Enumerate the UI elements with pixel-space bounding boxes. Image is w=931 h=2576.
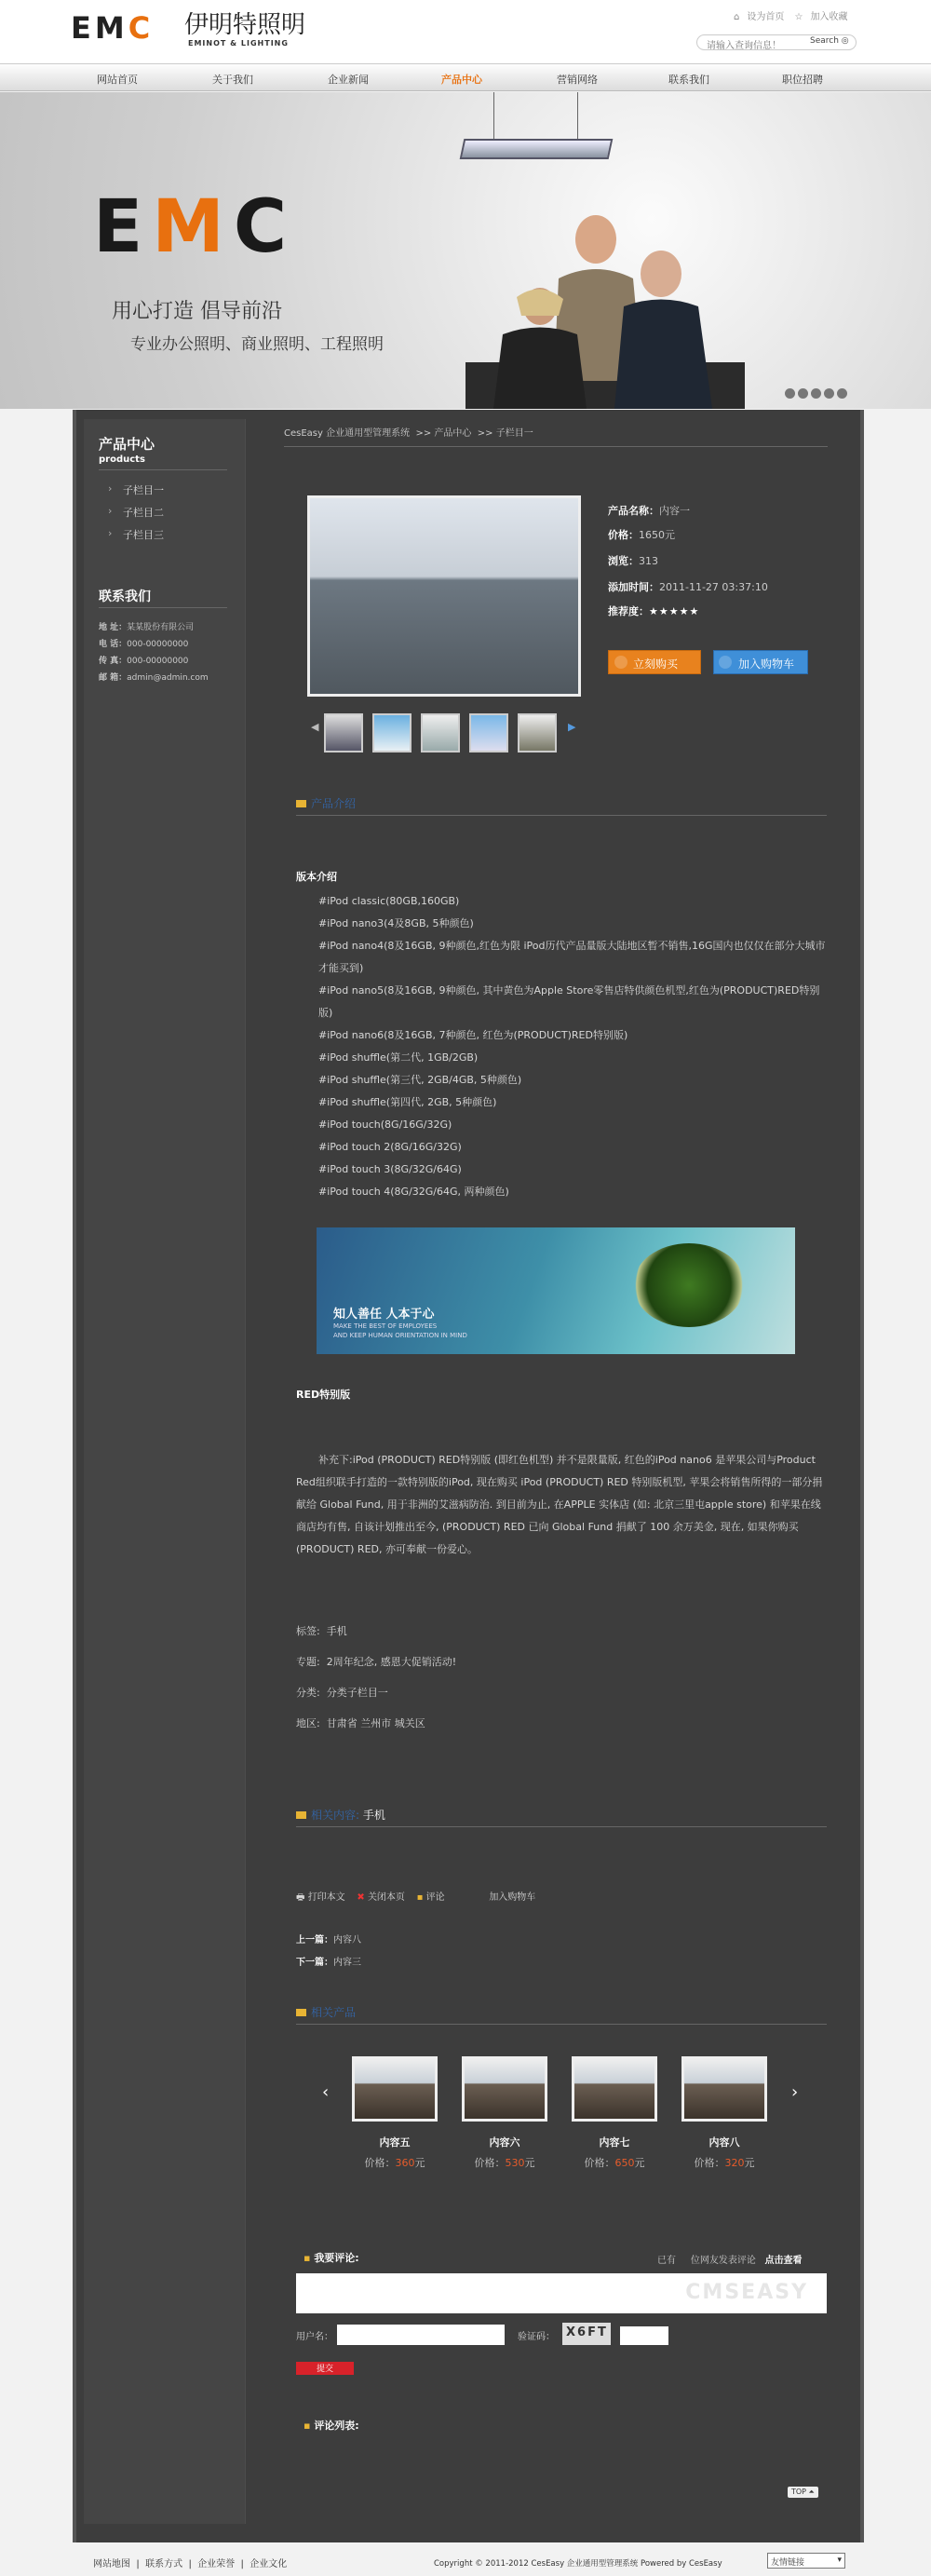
content-line: #iPod touch 2(8G/16G/32G) xyxy=(318,1141,462,1153)
carousel-prev-icon[interactable]: ‹ xyxy=(322,2082,330,2102)
username-label: 用户名： xyxy=(296,2332,333,2342)
action-bar xyxy=(296,1887,827,1909)
slide-dot[interactable] xyxy=(837,388,847,399)
comment-link[interactable]: 评论 xyxy=(425,1892,445,1903)
related-product-image[interactable] xyxy=(681,2056,767,2122)
section-icon xyxy=(296,2009,306,2016)
breadcrumb-home[interactable]: CesEasy 企业通用型管理系统 xyxy=(284,428,411,439)
product-date: 添加时间：2011-11-27 03:37:10 xyxy=(608,581,768,593)
sidebar-item-2[interactable]: › 子栏目二 xyxy=(123,505,164,520)
content-line: #iPod shuffle(第四代, 2GB, 5种颜色) xyxy=(318,1096,497,1108)
product-thumb[interactable] xyxy=(518,713,557,752)
product-thumb[interactable] xyxy=(372,713,412,752)
username-input[interactable] xyxy=(337,2325,505,2345)
sidebar-subtitle: products xyxy=(99,454,145,465)
contact-title: 联系我们 xyxy=(99,590,151,604)
divider xyxy=(99,607,227,608)
comment-form-title: ▪ 我要评论: xyxy=(304,2252,359,2264)
comment-count: 已有 位网友发表评论 点击查看 xyxy=(657,2256,803,2266)
copyright: Copyright © 2011-2012 CesEasy 企业通用型管理系统 Powered by CesEasy xyxy=(434,2559,722,2569)
related-product-image[interactable] xyxy=(572,2056,657,2122)
product-rating: 推荐度：★★★★★ xyxy=(608,605,700,617)
content-line: #iPod classic(80GB,160GB) xyxy=(318,895,460,907)
nav-marketing[interactable]: 营销网络 xyxy=(557,74,598,86)
content-line: #iPod shuffle(第二代, 1GB/2GB) xyxy=(318,1051,479,1064)
content-line: #iPod shuffle(第三代, 2GB/4GB, 5种颜色) xyxy=(318,1074,522,1086)
nav-products[interactable]: 产品中心 xyxy=(441,74,482,86)
section-icon xyxy=(296,1811,306,1819)
cart-icon xyxy=(719,656,732,669)
captcha-input[interactable] xyxy=(620,2326,668,2345)
footer-link[interactable]: 企业文化 xyxy=(250,2559,288,2569)
section-icon xyxy=(296,800,306,807)
next-article: 下一篇：内容三 xyxy=(296,1958,361,1968)
banner xyxy=(0,92,931,409)
breadcrumb-products[interactable]: >> 产品中心 xyxy=(415,428,472,439)
footer xyxy=(0,2548,931,2576)
related-product-price: 价格：530元 xyxy=(474,2157,535,2169)
slide-dots[interactable] xyxy=(785,388,850,401)
contact-address: 地 址：某某股份有限公司 xyxy=(99,623,195,632)
contact-phone: 电 话：000-00000000 xyxy=(99,640,189,649)
star-rating-icon: ★★★★★ xyxy=(649,605,700,617)
content-list xyxy=(296,890,827,1203)
content-heading: RED特别版 xyxy=(296,1389,351,1401)
nav-about[interactable]: 关于我们 xyxy=(212,74,253,86)
product-image[interactable] xyxy=(307,495,581,697)
related-product-price: 价格：360元 xyxy=(364,2157,425,2169)
content-line: #iPod nano3(4及8GB, 5种颜色) xyxy=(318,917,474,929)
product-thumb[interactable] xyxy=(421,713,460,752)
sidebar-item-3[interactable]: › 子栏目三 xyxy=(123,527,164,542)
print-icon: 🖶 xyxy=(296,1892,305,1903)
related-product-price: 价格：320元 xyxy=(694,2157,755,2169)
related-product-name[interactable]: 内容七 xyxy=(599,2136,630,2149)
sidebar-title: 产品中心 xyxy=(99,436,155,453)
comment-icon: ▪ xyxy=(304,2252,311,2264)
content-paragraph: 补充下:iPod (PRODUCT) RED特别版 (即红色机型) 并不是限量版, 红色的iPod nano6 是苹果公司与Product Red组织联手打造的一款特别版的iPod, 现在购买 iPod (PRODUCT) RED 特别版机型, 苹果会将销售所得的一部分捐献给 Global Fund, 用于非洲的艾滋病防治. 到目前为止, 在APPLE 实体店 (如: 北京三里屯apple store) 和苹果在线商店均有售, 自该计划推出至今, (PRODUCT) RED 已向 Global Fund 捐献了 100 余万美金, 现在, 如果你购买 (PRODUCT) RED, 亦可奉献一份爱心。 xyxy=(296,1454,823,1555)
back-to-top-button[interactable]: TOP ⏶ xyxy=(788,2487,818,2498)
contact-email: 邮 箱：admin@admin.com xyxy=(99,673,209,683)
top-links xyxy=(726,8,848,22)
meta-tags: 标签: 手机 xyxy=(296,1625,347,1637)
footer-link[interactable]: 联系方式 xyxy=(145,2559,183,2569)
friend-links-select[interactable]: 友情链接 ▾ xyxy=(767,2553,845,2569)
sidebar-item-1[interactable]: › 子栏目一 xyxy=(123,482,164,497)
chevron-down-icon: ▾ xyxy=(837,2556,842,2565)
related-product-name[interactable]: 内容八 xyxy=(708,2136,740,2149)
logo-en: EMINOT & LIGHTING xyxy=(188,39,289,47)
meta-region: 地区: 甘肃省 兰州市 城关区 xyxy=(296,1717,425,1729)
content-heading: 版本介绍 xyxy=(296,871,337,883)
content-line: #iPod touch 4(8G/32G/64G, 两种颜色) xyxy=(318,1186,509,1198)
main-nav xyxy=(0,63,931,91)
close-icon: ✖ xyxy=(357,1892,365,1903)
product-thumb[interactable] xyxy=(469,713,508,752)
related-product-name[interactable]: 内容五 xyxy=(379,2136,411,2149)
product-thumb[interactable] xyxy=(324,713,363,752)
related-products-header: 相关产品 xyxy=(296,2004,827,2025)
slide-dot[interactable] xyxy=(811,388,821,399)
banner-logo: EMC xyxy=(93,185,297,269)
footer-link[interactable]: 网站地图 xyxy=(93,2559,130,2569)
content-line: #iPod nano4(8及16GB, 9种颜色,红色为限 iPod历代产品量版大陆地区暂不销售,16G国内也仅仅在部分大城市才能买到) xyxy=(318,940,826,974)
intro-header: 产品介绍 xyxy=(296,795,827,816)
thumb-next-icon[interactable]: ▶ xyxy=(568,721,576,733)
slide-dot[interactable] xyxy=(824,388,834,399)
add-to-cart-button[interactable]: 加入购物车 xyxy=(713,650,808,674)
home-icon: ⌂ xyxy=(734,12,740,22)
captcha-label: 验证码： xyxy=(518,2332,555,2342)
add-cart-link[interactable]: 加入购物车 xyxy=(489,1892,536,1903)
logo[interactable]: EMC xyxy=(71,10,155,46)
content-line: #iPod touch 3(8G/32G/64G) xyxy=(318,1163,462,1175)
product-views: 浏览：313 xyxy=(608,555,658,567)
buy-now-button[interactable]: 立刻购买 xyxy=(608,650,701,674)
divider xyxy=(99,469,227,470)
carousel-next-icon[interactable]: › xyxy=(791,2082,799,2102)
island-image xyxy=(633,1243,745,1327)
slide-dot[interactable] xyxy=(798,388,808,399)
cart-icon xyxy=(614,656,627,669)
prev-article: 上一篇：内容八 xyxy=(296,1935,361,1946)
nav-contact[interactable]: 联系我们 xyxy=(668,74,709,86)
banner-subslogan: 专业办公照明、商业照明、工程照明 xyxy=(130,335,384,354)
close-link[interactable]: 关闭本页 xyxy=(367,1892,405,1903)
nav-news[interactable]: 企业新闻 xyxy=(328,74,369,86)
search-icon: ◎ xyxy=(841,36,849,46)
lamp-image xyxy=(460,139,614,159)
search-button[interactable] xyxy=(810,36,849,46)
search-input[interactable]: 请输入查询信息！ xyxy=(696,34,857,50)
sidebar xyxy=(84,419,246,2524)
related-header: 相关内容: 手机 xyxy=(296,1807,827,1827)
banner-people-image xyxy=(466,195,745,409)
comment-icon: ▪ xyxy=(416,1892,424,1903)
slide-dot[interactable] xyxy=(785,388,795,399)
watermark: CMSEASY xyxy=(685,2281,808,2304)
related-product-image[interactable] xyxy=(352,2056,438,2122)
comment-icon: ▪ xyxy=(304,2420,311,2432)
content-line: #iPod touch(8G/16G/32G) xyxy=(318,1119,452,1131)
lamp-wire xyxy=(493,92,494,141)
meta-topic: 专题: 2周年纪念, 感恩大促销活动! xyxy=(296,1656,457,1668)
footer-link[interactable]: 企业荣誉 xyxy=(197,2559,236,2569)
content-line: #iPod nano6(8及16GB, 7种颜色, 红色为(PRODUCT)RED特别版) xyxy=(318,1029,628,1041)
thumb-prev-icon[interactable]: ◀ xyxy=(311,721,319,733)
product-name: 产品名称：内容一 xyxy=(608,505,690,517)
ad-banner-image: 知人善任 人本于心 MAKE THE BEST OF EMPLOYEES AND KEEP HUMAN ORIENTATION IN MIND xyxy=(317,1227,795,1354)
nav-home[interactable]: 网站首页 xyxy=(97,74,138,86)
view-comments-link[interactable]: 点击查看 xyxy=(764,2256,803,2266)
set-home-link[interactable]: 设为首页 xyxy=(747,12,785,22)
product-price: 价格：1650元 xyxy=(608,529,675,541)
comment-textarea[interactable] xyxy=(296,2273,827,2313)
related-product-name[interactable]: 内容六 xyxy=(489,2136,520,2149)
search-button-label: Search xyxy=(810,36,839,46)
meta-category: 分类: 分类子栏目一 xyxy=(296,1687,388,1699)
captcha-image[interactable]: X6FT xyxy=(562,2323,611,2345)
banner-slogan: 用心打造 倡导前沿 xyxy=(112,300,282,323)
print-link[interactable]: 打印本文 xyxy=(307,1892,345,1903)
comment-list-title: ▪ 评论列表: xyxy=(304,2420,359,2432)
footer-links: 网站地图 | 联系方式 | 企业荣誉 | 企业文化 xyxy=(93,2559,288,2569)
favorite-icon: ☆ xyxy=(794,12,803,22)
breadcrumb xyxy=(284,425,828,447)
related-product-image[interactable] xyxy=(462,2056,547,2122)
related-product-price: 价格：650元 xyxy=(584,2157,645,2169)
submit-button[interactable]: 提交 xyxy=(296,2362,354,2375)
breadcrumb-sub[interactable]: >> 子栏目一 xyxy=(477,428,533,439)
lamp-wire xyxy=(577,92,578,141)
nav-jobs[interactable]: 职位招聘 xyxy=(782,74,823,86)
logo-cn: 伊明特照明 xyxy=(184,11,306,39)
content-line: #iPod nano5(8及16GB, 9种颜色, 其中黄色为Apple Store零售店特供颜色机型,红色为(PRODUCT)RED特别版) xyxy=(318,984,820,1019)
add-favorite-link[interactable]: 加入收藏 xyxy=(810,12,848,22)
contact-fax: 传 真：000-00000000 xyxy=(99,657,189,666)
